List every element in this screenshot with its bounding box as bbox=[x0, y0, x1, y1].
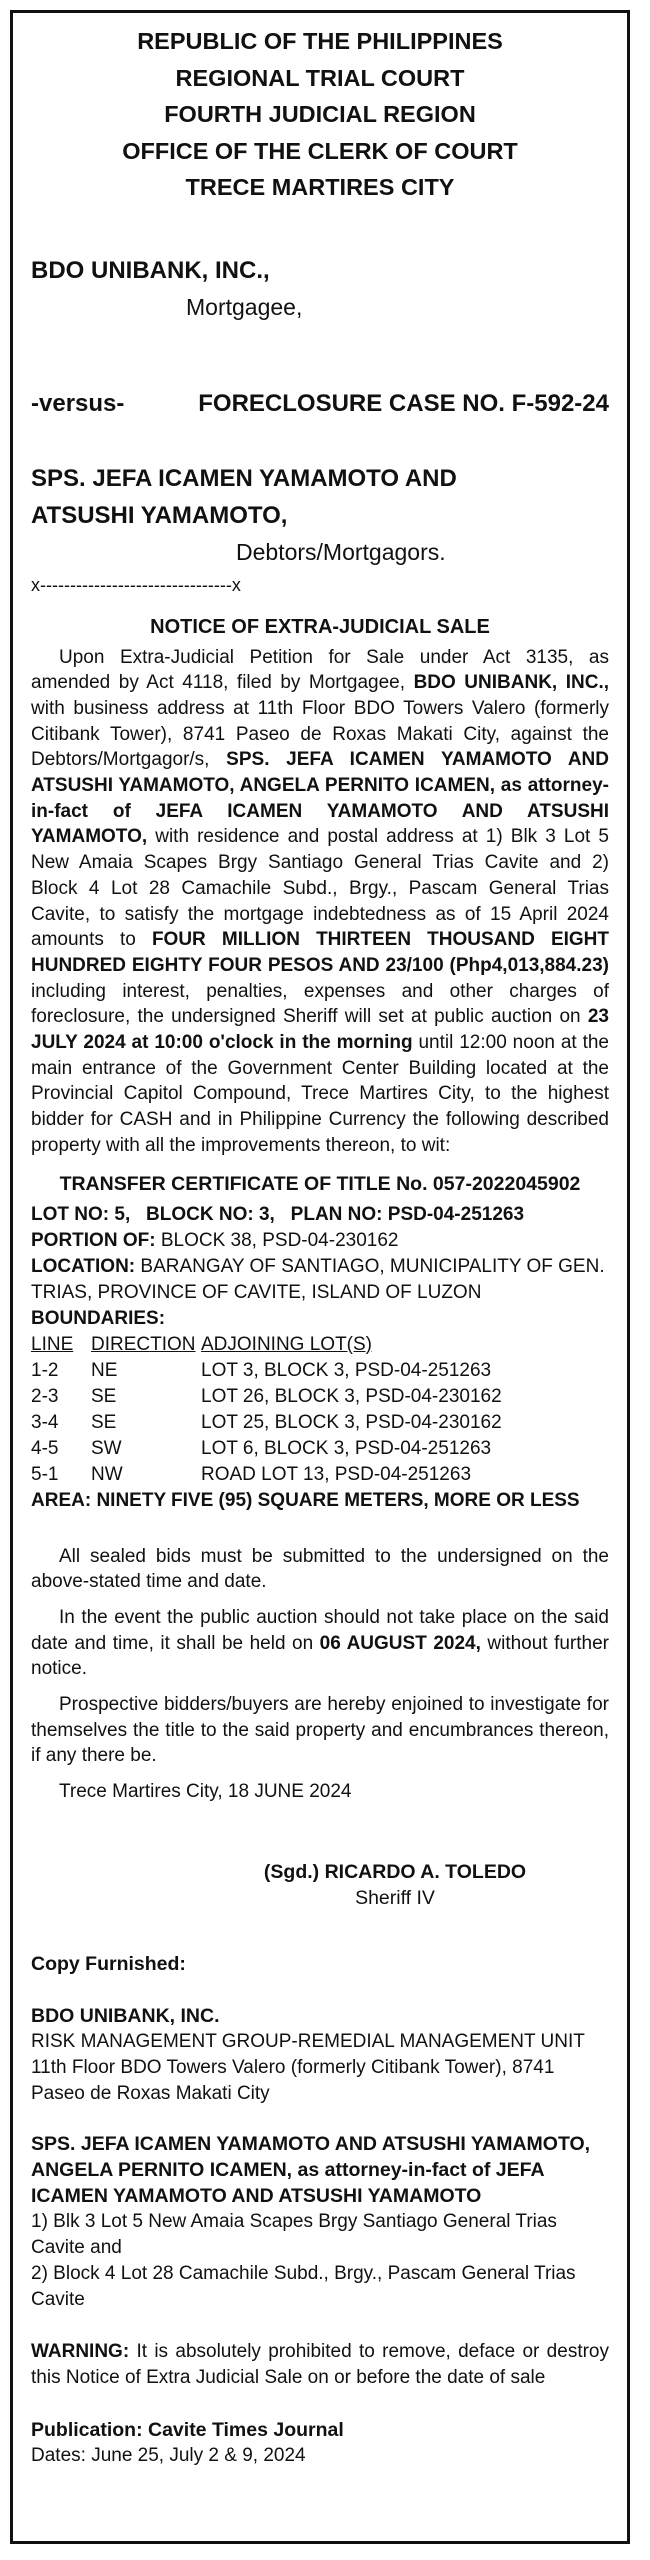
signature-block bbox=[31, 1859, 609, 1911]
property-description bbox=[31, 1202, 609, 1514]
table-row bbox=[31, 1410, 502, 1436]
portion-label: PORTION OF: bbox=[31, 1229, 156, 1251]
case-number: FORECLOSURE CASE NO. F-592-24 bbox=[198, 389, 609, 417]
publication-label: Publication: Cavite Times Journal bbox=[31, 2419, 344, 2442]
sheriff-name: (Sgd.) RICARDO A. TOLEDO bbox=[263, 1861, 527, 1884]
separator: x--------------------------------x bbox=[31, 574, 241, 595]
sealed-bids-paragraph: All sealed bids must be submitted to the undersigned on the above-stated time and date. bbox=[31, 1545, 609, 1593]
bold-run: SPS. JEFA ICAMEN YAMAMOTO AND ATSUSHI YAMAMOTO, ANGELA PERNITO ICAMEN, as attorney-in-fact of JEFA ICAMEN YAMAMOTO AND ATSUSHI YAMAMOTO, bbox=[31, 749, 609, 848]
event-paragraph bbox=[31, 1605, 609, 1682]
cell-adjoining: LOT 26, BLOCK 3, PSD-04-230162 bbox=[201, 1385, 502, 1407]
bold-run: 06 AUGUST 2024, bbox=[319, 1632, 481, 1654]
tct-number: TRANSFER CERTIFICATE OF TITLE No. 057-2022045902 bbox=[59, 1172, 581, 1195]
main-paragraph bbox=[31, 645, 609, 1159]
cell-direction: NE bbox=[91, 1359, 118, 1381]
cell-direction: NW bbox=[91, 1463, 123, 1485]
publication-dates: Dates: June 25, July 2 & 9, 2024 bbox=[31, 2445, 306, 2467]
header-line: REGIONAL TRIAL COURT bbox=[175, 64, 465, 91]
table-row bbox=[31, 1436, 502, 1462]
mortgagee-role: Mortgagee, bbox=[186, 293, 303, 320]
notice-title: NOTICE OF EXTRA-JUDICIAL SALE bbox=[150, 615, 490, 638]
text-run: until 12:00 noon at the main entrance of the Government Center Building located at the Provincial Capitol Compound, Trece Martires City, to the highest bidder for CASH and in Philippine Currency the following described property with all the improvements thereon, to wit: bbox=[31, 1032, 609, 1156]
text-run: Upon Extra-Judicial Petition for Sale under Act 3135, as amended by Act 4118, filed by Mortgagee, bbox=[31, 646, 609, 694]
cell-line: 4-5 bbox=[31, 1437, 59, 1459]
table-header bbox=[31, 1332, 502, 1358]
table-row bbox=[31, 1384, 502, 1410]
warning-text: It is absolutely prohibited to remove, deface or destroy this Notice of Extra Judicial Sale on or before the date of sale bbox=[31, 2341, 609, 2389]
sheriff-title: Sheriff IV bbox=[355, 1887, 435, 1910]
sps-name: SPS. JEFA ICAMEN YAMAMOTO AND ATSUSHI YAMAMOTO, ANGELA PERNITO ICAMEN, as attorney-in-fact of JEFA ICAMEN YAMAMOTO AND ATSUSHI YAMAMOTO bbox=[31, 2133, 591, 2208]
portion-line bbox=[31, 1228, 609, 1254]
mortgagee-block bbox=[31, 252, 609, 326]
warning-label: WARNING: bbox=[31, 2341, 130, 2363]
debtor-role: Debtors/Mortgagors. bbox=[236, 538, 446, 565]
copy-furnished-heading: Copy Furnished: bbox=[31, 1953, 186, 1976]
header-line: FOURTH JUDICIAL REGION bbox=[164, 101, 476, 127]
cell-adjoining: LOT 6, BLOCK 3, PSD-04-251263 bbox=[201, 1437, 492, 1459]
cell-adjoining: ROAD LOT 13, PSD-04-251263 bbox=[201, 1463, 472, 1485]
sps-address-2: 2) Block 4 Lot 28 Camachile Subd., Brgy., Pascam General Trias Cavite bbox=[31, 2263, 576, 2311]
cell-line: 2-3 bbox=[31, 1385, 59, 1407]
bidders-paragraph: Prospective bidders/buyers are hereby enjoined to investigate for themselves the title to the said property and encumbrances thereon, if any there be. bbox=[31, 1694, 609, 1767]
cell-line: 3-4 bbox=[31, 1411, 59, 1433]
area-line: AREA: NINETY FIVE (95) SQUARE METERS, MORE OR LESS bbox=[31, 1489, 580, 1511]
versus-label: -versus- bbox=[31, 389, 125, 417]
cell-line: 1-2 bbox=[31, 1359, 59, 1381]
case-row bbox=[31, 386, 609, 422]
text-run: without further notice. bbox=[31, 1632, 609, 1680]
bold-run: 23 JULY 2024 at 10:00 o'clock in the morning bbox=[31, 1006, 609, 1054]
boundaries-table bbox=[31, 1332, 502, 1488]
text-run: with business address at 11th Floor BDO Towers Valero (formerly Citibank Tower), 8741 Paseo de Roxas Makati City, against the Debtors/Mortgagor/s, bbox=[31, 697, 609, 771]
copy-furnished bbox=[31, 1951, 609, 2313]
mortgagee-name: BDO UNIBANK, INC., bbox=[31, 256, 270, 284]
column-header: ADJOINING LOT(S) bbox=[201, 1333, 373, 1355]
location-value: BARANGAY OF SANTIAGO, MUNICIPALITY OF GEN. TRIAS, PROVINCE OF CAVITE, ISLAND OF LUZON bbox=[31, 1255, 605, 1303]
column-header: DIRECTION bbox=[91, 1333, 196, 1355]
column-header: LINE bbox=[31, 1333, 74, 1355]
cell-direction: SE bbox=[91, 1385, 117, 1407]
location-label: LOCATION: bbox=[31, 1255, 136, 1277]
portion-value: BLOCK 38, PSD-04-230162 bbox=[155, 1229, 399, 1251]
cell-adjoining: LOT 25, BLOCK 3, PSD-04-230162 bbox=[201, 1411, 502, 1433]
header-line: OFFICE OF THE CLERK OF COURT bbox=[122, 137, 518, 164]
closing-paragraphs bbox=[31, 1544, 609, 1806]
lot-line: LOT NO: 5, BLOCK NO: 3, PLAN NO: PSD-04-251263 bbox=[31, 1203, 525, 1225]
cell-direction: SE bbox=[91, 1411, 117, 1433]
bdo-address: 11th Floor BDO Towers Valero (formerly Citibank Tower), 8741 Paseo de Roxas Makati City bbox=[31, 2057, 555, 2105]
table-row bbox=[31, 1358, 502, 1384]
place-date: Trece Martires City, 18 JUNE 2024 bbox=[59, 1781, 352, 1803]
table-row bbox=[31, 1462, 502, 1488]
text-run: including interest, penalties, expenses and other charges of foreclosure, the undersigned Sheriff will set at public auction on bbox=[31, 980, 609, 1028]
bdo-name: BDO UNIBANK, INC. bbox=[31, 2005, 220, 2028]
bold-run: BDO UNIBANK, INC., bbox=[413, 672, 609, 694]
debtor-name-line: SPS. JEFA ICAMEN YAMAMOTO AND bbox=[31, 464, 457, 492]
boundaries-label: BOUNDARIES: bbox=[31, 1307, 166, 1329]
cell-adjoining: LOT 3, BLOCK 3, PSD-04-251263 bbox=[201, 1359, 492, 1381]
location-line bbox=[31, 1254, 609, 1306]
bold-run: FOUR MILLION THIRTEEN THOUSAND EIGHT HUNDRED EIGHTY FOUR PESOS AND 23/100 (Php4,013,884.23) bbox=[31, 929, 609, 976]
sps-address-1: 1) Blk 3 Lot 5 New Amaia Scapes Brgy Santiago General Trias Cavite and bbox=[31, 2211, 557, 2259]
header-line: TRECE MARTIRES CITY bbox=[185, 174, 455, 200]
debtor-block bbox=[31, 460, 609, 597]
warning-paragraph bbox=[31, 2339, 609, 2391]
bdo-unit: RISK MANAGEMENT GROUP-REMEDIAL MANAGEMENT UNIT bbox=[31, 2031, 585, 2053]
text-run: with residence and postal address at 1) Blk 3 Lot 5 New Amaia Scapes Brgy Santiago General Trias Cavite and 2) Block 4 Lot 28 Camachile Subd., Brgy., Pascam General Trias Cavite, to satisfy the mortgage indebtedness as of 15 April 2024 amounts to bbox=[31, 826, 609, 951]
notice-document bbox=[10, 10, 630, 2544]
cell-line: 5-1 bbox=[31, 1463, 59, 1485]
header-line: REPUBLIC OF THE PHILIPPINES bbox=[137, 28, 503, 54]
court-header bbox=[31, 23, 609, 206]
publication-block bbox=[31, 2417, 609, 2469]
cell-direction: SW bbox=[91, 1437, 122, 1459]
debtor-name-line: ATSUSHI YAMAMOTO, bbox=[31, 501, 288, 529]
text-run: In the event the public auction should not take place on the said date and time, it shall be held on bbox=[31, 1606, 609, 1654]
